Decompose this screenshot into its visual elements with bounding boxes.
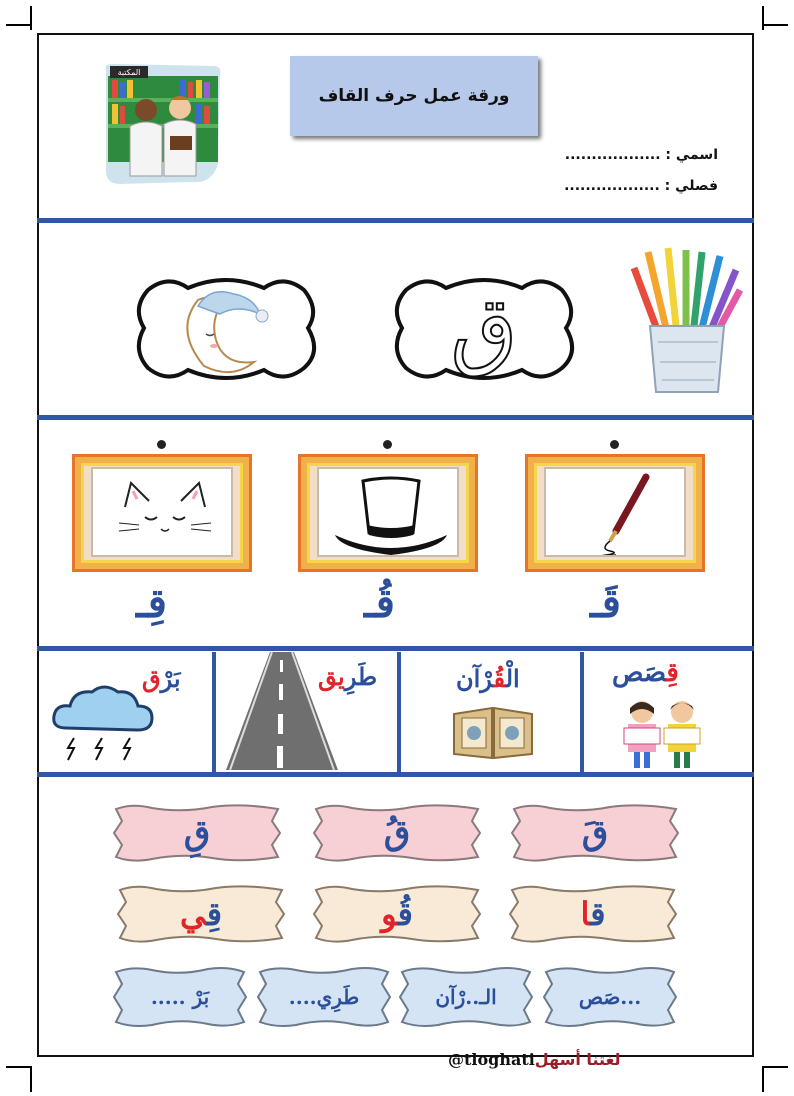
name-blank: .................. bbox=[564, 147, 661, 163]
column-divider bbox=[397, 652, 401, 774]
long-vowel-qa: قا bbox=[580, 895, 606, 933]
class-label: فصلي : bbox=[664, 178, 718, 194]
scroll-card-qi bbox=[116, 884, 286, 944]
column-divider bbox=[580, 652, 584, 774]
short-vowel-damma: قُ bbox=[383, 813, 411, 853]
long-vowel-qi: قِي bbox=[180, 895, 222, 933]
blank-word-qisas: ...صَص bbox=[578, 985, 642, 1009]
class-blank: .................. bbox=[564, 178, 660, 194]
children-reading-icon bbox=[620, 698, 706, 772]
picture-frame-hat bbox=[298, 454, 478, 572]
fountain-pen-icon bbox=[594, 473, 654, 555]
word-quran: الْقُرْآن bbox=[456, 664, 520, 693]
footer-handle: @tloghati bbox=[448, 1050, 535, 1069]
quran-book-icon bbox=[452, 704, 534, 762]
scroll-card-kasra bbox=[112, 803, 282, 863]
word-barq: بَرْق bbox=[142, 664, 181, 693]
letter-form-damma: قُـ bbox=[364, 580, 395, 627]
scroll-card-blank-barq bbox=[112, 964, 248, 1030]
scroll-card-blank-quran bbox=[398, 964, 534, 1030]
crop-mark bbox=[762, 6, 764, 30]
picture-frame-cat bbox=[72, 454, 252, 572]
section-divider bbox=[37, 218, 754, 223]
crop-mark bbox=[762, 1066, 788, 1068]
top-hat-icon bbox=[329, 475, 453, 557]
blank-word-tariq: طَرِي.... bbox=[288, 985, 360, 1009]
scroll-card-qu bbox=[312, 884, 482, 944]
frame-nail bbox=[157, 440, 166, 449]
storm-cloud-icon bbox=[52, 684, 154, 764]
section-divider bbox=[37, 772, 754, 777]
blank-word-barq: بَرْ ..... bbox=[150, 985, 210, 1009]
picture-frame-pen bbox=[525, 454, 705, 572]
crop-mark bbox=[762, 1066, 764, 1092]
cat-face-icon bbox=[115, 477, 215, 553]
scroll-card-blank-qisas bbox=[542, 964, 678, 1030]
hero-letter: ق bbox=[450, 279, 518, 379]
scroll-card-blank-tariq bbox=[256, 964, 392, 1030]
frame-nail bbox=[610, 440, 619, 449]
short-vowel-kasra: قِ bbox=[183, 813, 211, 853]
short-vowel-fatha: قَ bbox=[581, 813, 609, 853]
page-title: ورقة عمل حرف القاف bbox=[290, 56, 538, 136]
crop-mark bbox=[30, 1066, 32, 1092]
frame-nail bbox=[383, 440, 392, 449]
scroll-card-damma bbox=[312, 803, 482, 863]
blank-word-quran: الـ..رْآن bbox=[435, 985, 497, 1009]
moon-cloud-illustration bbox=[128, 270, 324, 388]
long-vowel-qu: قُو bbox=[381, 895, 413, 933]
crop-mark bbox=[30, 6, 32, 30]
scroll-card-fatha bbox=[510, 803, 680, 863]
library-illustration bbox=[100, 60, 224, 188]
section-divider bbox=[37, 646, 754, 651]
word-tariq: طَرِيق bbox=[318, 662, 378, 691]
name-label: اسمي : bbox=[665, 147, 718, 163]
footer-credit bbox=[448, 1050, 621, 1069]
letter-form-kasra: قِـ bbox=[136, 580, 167, 627]
column-divider bbox=[212, 652, 216, 774]
class-field bbox=[564, 178, 718, 194]
road-icon bbox=[226, 652, 338, 770]
section-divider bbox=[37, 415, 754, 420]
letter-cloud bbox=[386, 270, 582, 388]
name-field bbox=[565, 147, 718, 163]
library-sign: المكتبة bbox=[117, 68, 141, 77]
letter-form-fatha: قَـ bbox=[590, 580, 621, 627]
crop-mark bbox=[6, 24, 32, 26]
footer-brand: لغتنا أسهل bbox=[534, 1050, 621, 1069]
crop-mark bbox=[762, 24, 788, 26]
crop-mark bbox=[6, 1066, 32, 1068]
scroll-card-qa bbox=[508, 884, 678, 944]
word-qisas: قِصَص bbox=[612, 658, 679, 688]
pencil-cup-illustration bbox=[628, 246, 746, 396]
